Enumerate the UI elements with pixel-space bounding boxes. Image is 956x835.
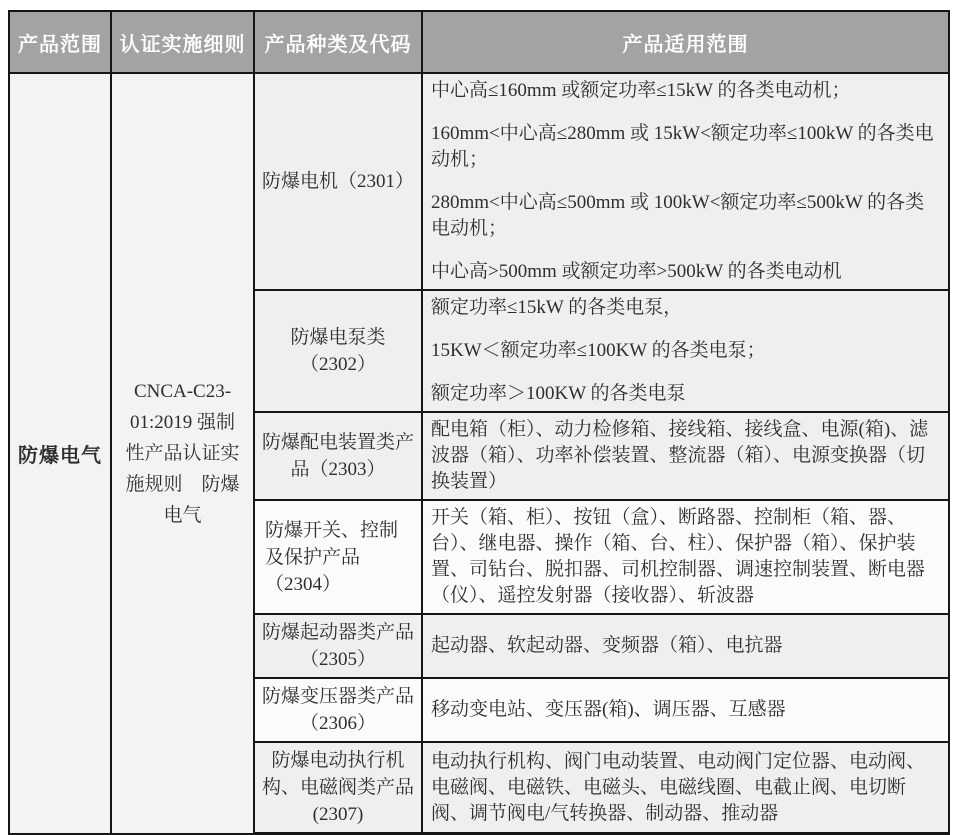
category-cell-2304: 防爆开关、控制及保护产品（2304） [254,500,422,614]
scope-line: 中心高>500mm 或额定功率>500kW 的各类电动机 [431,261,842,282]
applicable-scope-cell-2305 [422,614,949,678]
header-applicable-scope: 产品适用范围 [422,11,949,73]
category-cell-2303: 防爆配电装置类产品（2303） [254,412,422,500]
scope-line: 15KW＜额定功率≤100KW 的各类电泵； [431,340,766,361]
scope-line: 中心高≤160mm 或额定功率≤15kW 的各类电动机； [431,80,851,101]
scope-line: 160mm<中心高≤280mm 或 15kW<额定功率≤100kW 的各类电动机； [431,123,934,170]
applicable-scope-cell-2303 [422,412,949,500]
product-scope-cell: 防爆电气 [9,73,111,834]
applicable-scope-cell-2301 [422,73,949,290]
header-product-category-code: 产品种类及代码 [254,11,422,73]
category-cell-2306: 防爆变压器类产品（2306） [254,678,422,742]
scope-line: 电动执行机构、阀门电动装置、电动阀门定位器、电动阀、电磁阀、电磁铁、电磁头、电磁线圈、电截止阀、电切断阀、调节阀电/气转换器、制动器、推动器 [431,750,926,824]
category-cell-2305: 防爆起动器类产品（2305） [254,614,422,678]
scope-line: 起动器、软起动器、变频器（箱）、电抗器 [431,635,783,656]
certification-products-table [8,10,950,835]
header-product-scope: 产品范围 [9,11,111,73]
scope-line: 额定功率≤15kW 的各类电泵， [431,297,683,318]
applicable-scope-cell-2304 [422,500,949,614]
applicable-scope-cell-2306 [422,678,949,742]
applicable-scope-cell-2307 [422,742,949,834]
category-cell-2307: 防爆电动执行机构、电磁阀类产品(2307) [254,742,422,834]
scope-line: 移动变电站、变压器(箱)、调压器、互感器 [431,699,786,720]
header-certification-rule: 认证实施细则 [111,11,254,73]
table-row [9,73,949,290]
applicable-scope-cell-2302 [422,290,949,412]
table-header-row [9,11,949,73]
scope-line: 开关（箱、柜）、按钮（盒）、断路器、控制柜（箱、器、台）、继电器、操作（箱、台、柱）、保护器（箱）、保护装置、司钻台、脱扣器、司机控制器、调速控制装置、断电器（仪）、遥控发射器（接收器）、斩波器 [431,507,926,606]
category-cell-2301: 防爆电机（2301） [254,73,422,290]
certification-rule-cell: CNCA-C23-01:2019 强制性产品认证实施规则 防爆电气 [111,73,254,834]
scope-line: 配电箱（柜）、动力检修箱、接线箱、接线盒、电源(箱)、滤波器（箱）、功率补偿装置、整流器（箱）、电源变换器（切换装置） [431,419,929,492]
scope-line: 额定功率＞100KW 的各类电泵 [431,383,686,404]
scope-line: 280mm<中心高≤500mm 或 100kW<额定功率≤500kW 的各类电动机； [431,192,925,239]
category-cell-2302: 防爆电泵类（2302） [254,290,422,412]
